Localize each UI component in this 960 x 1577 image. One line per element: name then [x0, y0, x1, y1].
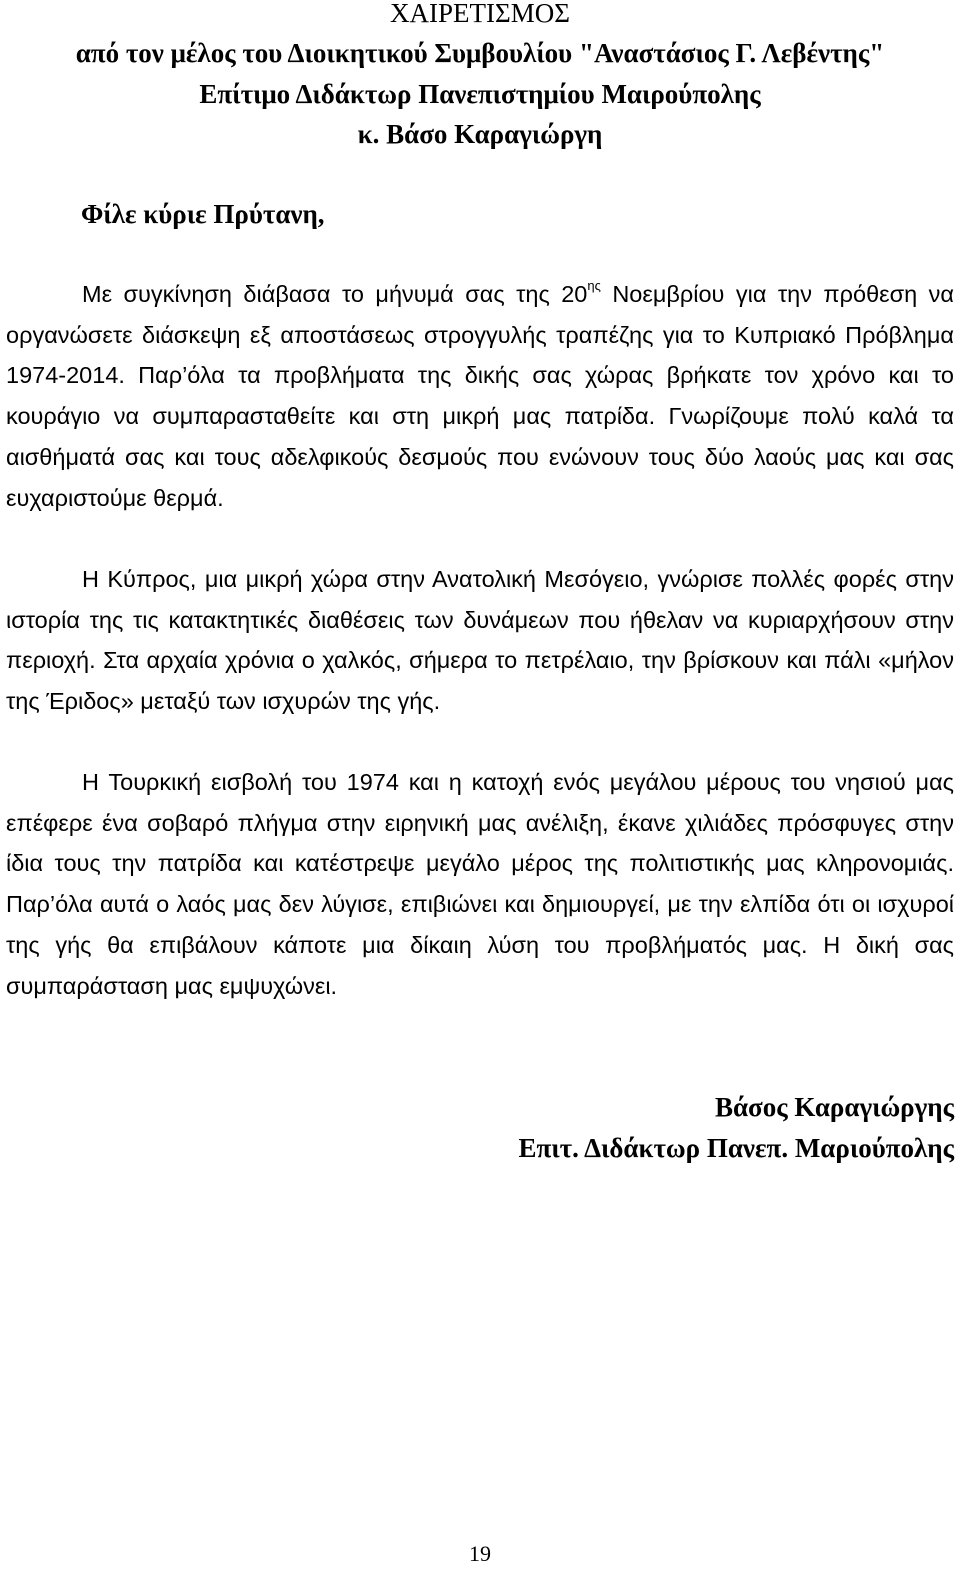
heading-recipient-line: κ. Βάσο Καραγιώργη [357, 119, 603, 149]
body-paragraph-3: Η Τουρκική εισβολή του 1974 και η κατοχή ενός μεγάλου μέρους του νησιού μας επέφερε ένα σοβαρό πλήγμα στην ειρηνική μας ανέλιξη, έκανε χιλιάδες πρόσφυγες στην ίδια τους την πατρίδα και κατέστρεψε μεγάλο μέρος της πολιτιστικής μας κληρονομιάς. Παρ’όλα αυτά ο λαός μας δεν λύγισε, επιβιώνει και δημιουργεί, με την ελπίδα ότι οι ισχυροί της γής θα επιβάλουν κάποτε μια δίκαιη λύση του προβλήματός μας. Η δική σας συμπαράσταση μας εμψυχώνει. [6, 769, 954, 999]
heading-from-line: από τον μέλος του Διοικητικού Συμβουλίου "Αναστάσιος Γ. Λεβέντης" [75, 38, 885, 68]
document-heading: ΧΑΙΡΕΤΙΣΜΟΣ [390, 0, 570, 28]
body-paragraph-1 [6, 274, 954, 518]
page-number: 19 [469, 1541, 491, 1566]
signature-title: Επιτ. Διδάκτωρ Πανεπ. Μαριούπολης [518, 1133, 954, 1163]
date-ordinal-superscript: ης [587, 278, 601, 293]
paragraph-1-text-rest: Νοεμβρίου για την πρόθεση να οργανώσετε διάσκεψη εξ αποστάσεως στρογγυλής τραπέζης για το Κυπριακό Πρόβλημα 1974-2014. Παρ’όλα τα προβλήματα της δικής σας χώρας βρήκατε τον χρόνο και το κουράγιο να συμπαρασταθείτε και στη μικρή μας πατρίδα. Γνωρίζουμε πολύ καλά τα αισθήματά σας και τους αδελφικούς δεσμούς που ενώνουν τους δύο λαούς μας και σας ευχαριστούμε θερμά. [6, 281, 954, 511]
body-paragraph-2: Η Κύπρος, μια μικρή χώρα στην Ανατολική Μεσόγειο, γνώρισε πολλές φορές στην ιστορία της τις κατακτητικές διαθέσεις των δυνάμεων που ήθελαν να κυριαρχήσουν στην περιοχή. Στα αρχαία χρόνια ο χαλκός, σήμερα το πετρέλαιο, την βρίσκουν και πάλι «μήλον της Έριδος» μεταξύ των ισχυρών της γής. [6, 566, 954, 715]
greeting-line: Φίλε κύριε Πρύτανη, [81, 199, 325, 229]
heading-honorary-line: Επίτιμο Διδάκτωρ Πανεπιστημίου Μαιρούπολης [199, 79, 761, 109]
signature-name: Βάσος Καραγιώργης [714, 1092, 954, 1122]
paragraph-1-text-start: Με συγκίνηση διάβασα το μήνυμά σας της 20 [82, 281, 588, 307]
